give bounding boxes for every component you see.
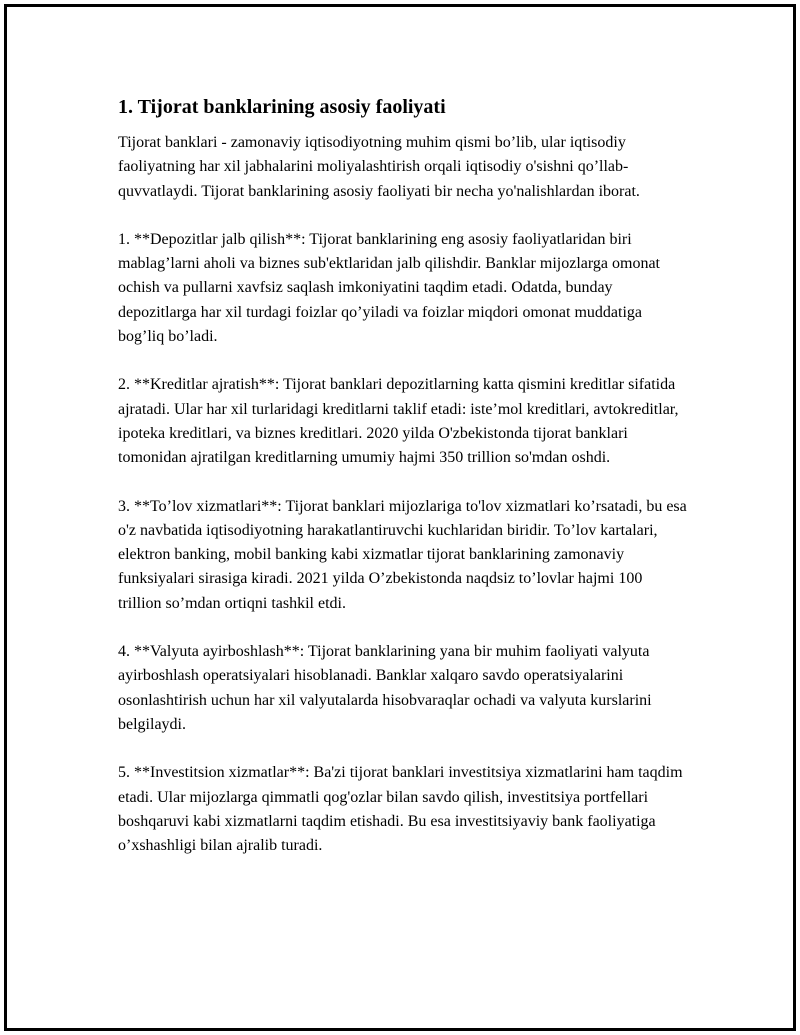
paragraph-credits: 2. **Kreditlar ajratish**: Tijorat banklari depozitlarning katta qismini kreditlar sifatida ajratadi. Ular har xil turlaridagi kreditlarni taklif etadi: iste’mol kreditlari, avtokreditlar, ipoteka kreditlari, va biznes kreditlari. 2020 yilda O'zbekistonda tijorat banklari tomonidan ajratilgan kreditlarning umumiy hajmi 350 trillion so'mdan oshdi. (118, 376, 683, 467)
section-heading: 1. Tijorat banklarining asosiy faoliyati (118, 96, 446, 118)
document-body (118, 94, 691, 882)
paragraph-payments: 3. **To’lov xizmatlari**: Tijorat banklari mijozlariga to'lov xizmatlari ko’rsatadi, bu esa o'z navbatida iqtisodiyotning harakatlantiruvchi kuchlaridan biridir. To’lov kartalari, elektron banking, mobil banking kabi xizmatlar tijorat banklarining zamonaviy funksiyalari sirasiga kiradi. 2021 yilda O’zbekistonda naqdsiz to’lovlar hajmi 100 trillion so’mdan ortiqni tashkil etdi. (118, 497, 691, 612)
paragraph-currency-exchange: 4. **Valyuta ayirboshlash**: Tijorat banklarining yana bir muhim faoliyati valyuta ayirboshlash operatsiyalari hisoblanadi. Banklar xalqaro savdo operatsiyalarini osonlashtirish uchun har xil valyutalarda hisobvaraqlar ochadi va valyuta kurslarini belgilaydi. (118, 643, 656, 733)
intro-paragraph: Tijorat banklari - zamonaviy iqtisodiyotning muhim qismi bo’lib, ular iqtisodiy faoliyatning har xil jabhalarini moliyalashtirish orqali iqtisodiy o'sishni qo’llab-quvvatlaydi. Tijorat banklarining asosiy faoliyati bir necha yo'nalishlardan iborat. (118, 134, 640, 200)
paragraph-investment: 5. **Investitsion xizmatlar**: Ba'zi tijorat banklari investitsiya xizmatlarini ham taqdim etadi. Ular mijozlarga qimmatli qog'ozlar bilan savdo qilish, investitsiya portfellari boshqaruvi kabi xizmatlarni taqdim etishadi. Bu esa investitsiyaviy bank faoliyatiga o’xshashligi bilan ajralib turadi. (118, 764, 687, 855)
paragraph-deposits: 1. **Depozitlar jalb qilish**: Tijorat banklarining eng asosiy faoliyatlaridan biri mablag’larni aholi va biznes sub'ektlaridan jalb qilishdir. Banklar mijozlarga omonat ochish va pullarni xavfsiz saqlash imkoniyatini taqdim etadi. Odatda, bunday depozitlarga har xil turdagi foizlar qo’yiladi va foizlar miqdori omonat muddatiga bog’liq bo’ladi. (118, 230, 664, 346)
